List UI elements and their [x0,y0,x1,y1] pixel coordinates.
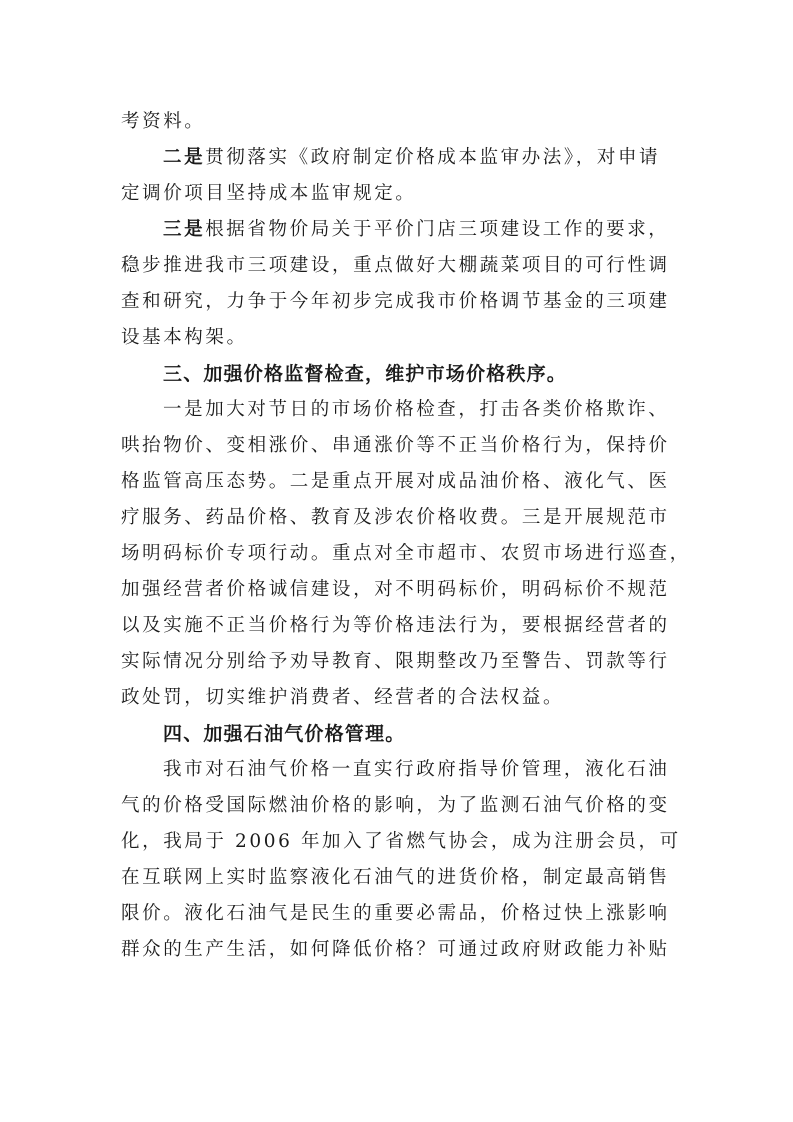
document-page [121,104,691,968]
text-line: 根据省物价局关于平价门店三项建设工作的要求， [205,219,670,240]
text-line: 定调价项目坚持成本监审规定。 [121,183,417,204]
section-heading-lpg-price [121,716,681,752]
heading-text: 三、加强价格监督检查，维护市场价格秩序。 [163,363,568,385]
text-line: 以及实施不正当价格行为等价格违法行为，要根据经营者的 [121,615,670,636]
paragraph-price-inspection [121,392,691,716]
text-line: 贯彻落实《政府制定价格成本监审办法》，对申请 [205,147,661,168]
text-line: 一是加大对节日的市场价格检查，打击各类价格欺诈、 [163,399,670,420]
text-line: 政处罚，切实维护消费者、经营者的合法权益。 [121,687,565,708]
text-line: 化，我局于 2006 年加入了省燃气协会，成为注册会员，可 [121,831,681,852]
heading-text: 四、加强石油气价格管理。 [163,723,406,745]
text-line: 在互联网上实时监察液化石油气的进货价格，制定最高销售 [121,867,670,888]
paragraph-lead: 二是 [163,147,206,168]
paragraph-lead: 三是 [163,219,206,240]
paragraph-three-constructions [121,212,681,356]
section-heading-price-supervision [121,356,681,392]
text-line: 场明码标价专项行动。重点对全市超市、农贸市场进行巡查， [121,543,691,564]
text-line: 稳步推进我市三项建设，重点做好大棚蔬菜项目的可行性调 [121,255,670,276]
text-line: 查和研究，力争于今年初步完成我市价格调节基金的三项建 [121,291,670,312]
text-line: 格监管高压态势。二是重点开展对成品油价格、液化气、医 [121,471,670,492]
paragraph-cost-audit [121,140,681,212]
text-line: 考资料。 [121,111,206,132]
text-line: 气的价格受国际燃油价格的影响，为了监测石油气价格的变 [121,795,670,816]
text-line: 设基本构架。 [121,327,248,348]
text-line: 我市对石油气价格一直实行政府指导价管理，液化石油 [163,759,670,780]
text-line: 加强经营者价格诚信建设，对不明码标价，明码标价不规范 [121,579,670,600]
text-line: 群众的生产生活，如何降低价格？可通过政府财政能力补贴 [121,939,670,960]
paragraph-continuation [121,104,681,140]
text-line: 哄抬物价、变相涨价、串通涨价等不正当价格行为，保持价 [121,435,670,456]
text-line: 限价。液化石油气是民生的重要必需品，价格过快上涨影响 [121,903,670,924]
paragraph-lpg-management [121,752,681,968]
text-line: 实际情况分别给予劝导教育、限期整改乃至警告、罚款等行 [121,651,670,672]
text-line: 疗服务、药品价格、教育及涉农价格收费。三是开展规范市 [121,507,670,528]
